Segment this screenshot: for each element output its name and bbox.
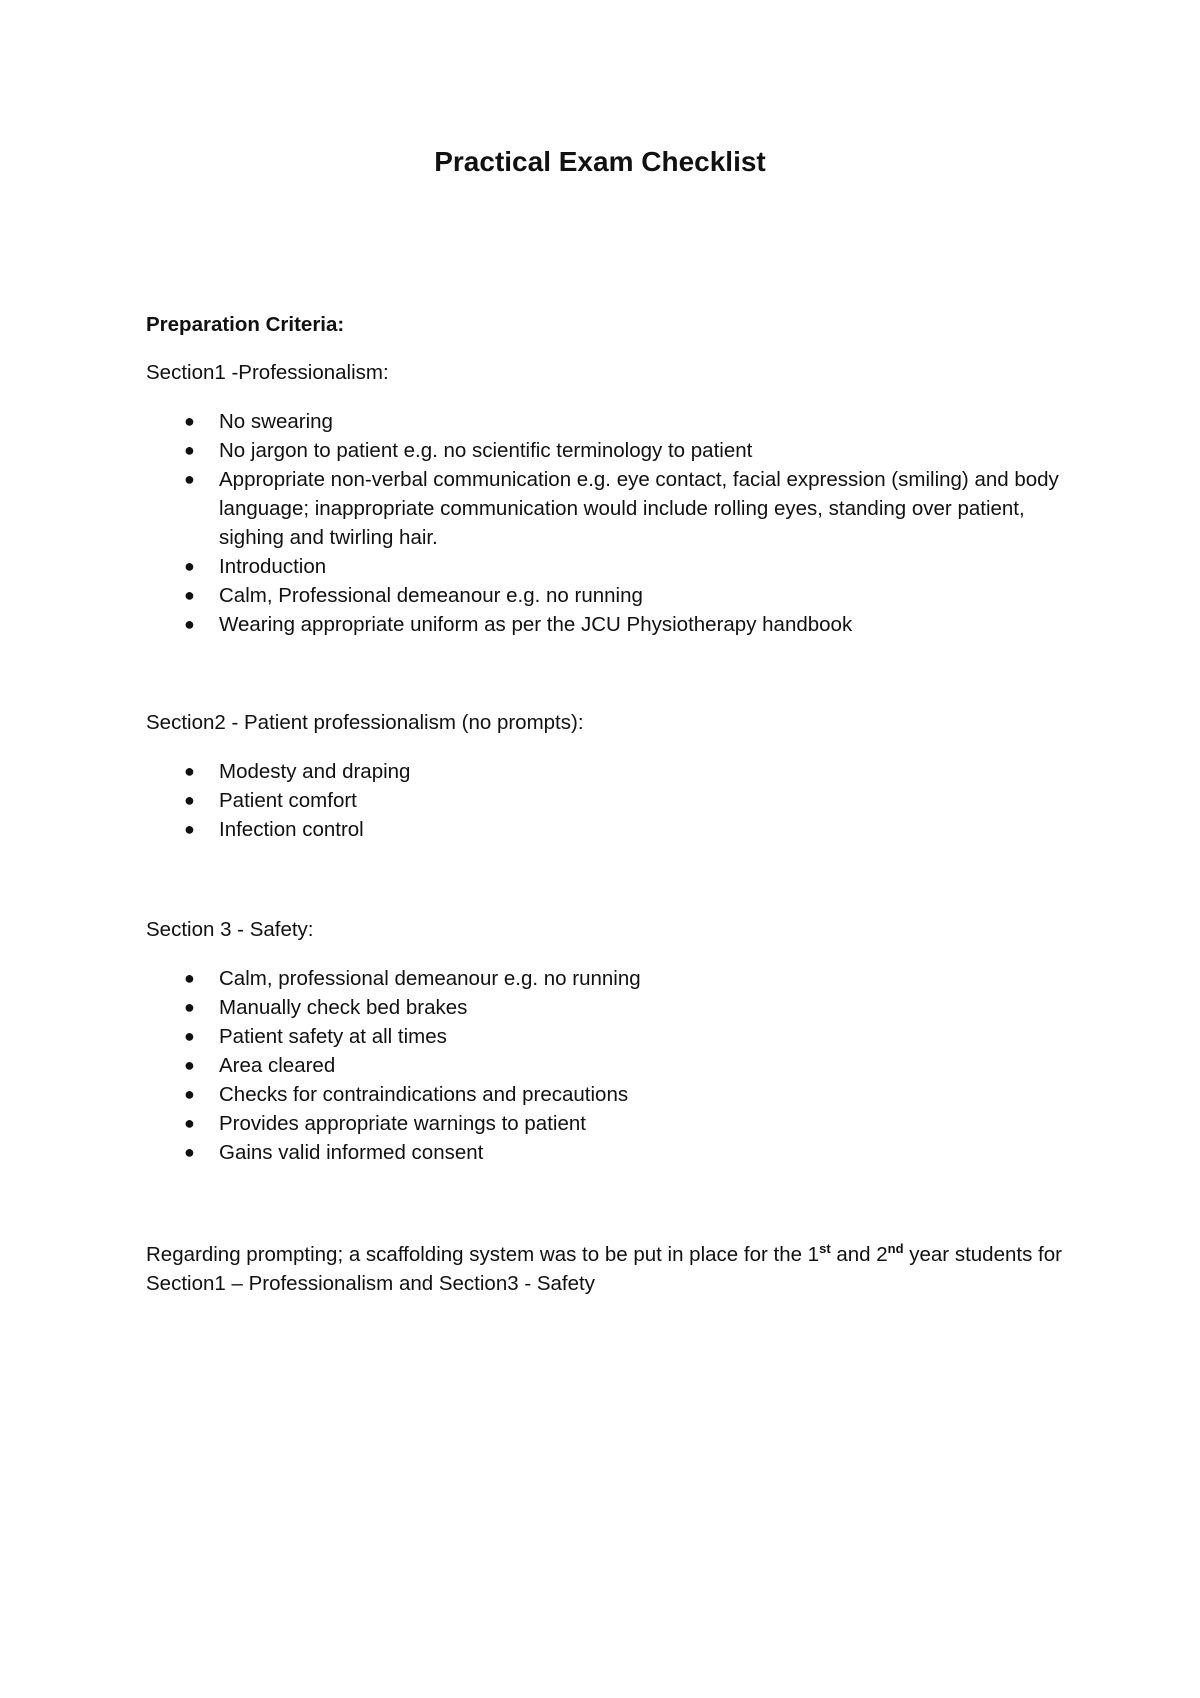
list-item-text: Appropriate non-verbal communication e.g. eye contact, facial expression (smiling) and body language; inappropriate communication would include rolling eyes, standing over patient, sighing and twirling hair. [219,468,1059,549]
list-item-text: Gains valid informed consent [219,1141,484,1164]
bullet-icon: ● [184,1113,195,1133]
list-item-text: Infection control [219,818,364,841]
list-item [184,815,1066,844]
criteria-list [146,407,1066,639]
bullet-icon: ● [184,585,195,605]
bullet-icon: ● [184,819,195,839]
ordinal-suffix: st [819,1241,831,1257]
list-item-text: No jargon to patient e.g. no scientific terminology to patient [219,439,753,462]
list-item-text: Modesty and draping [219,760,411,783]
list-item-text: Introduction [219,555,327,578]
spacer [146,844,1066,915]
criteria-list [146,964,1066,1167]
bullet-icon: ● [184,469,195,489]
bullet-icon: ● [184,1142,195,1162]
section-title: Section2 - Patient professionalism (no prompts): [146,711,584,734]
section-professionalism [146,358,1066,639]
bullet-icon: ● [184,1084,195,1104]
bullet-icon: ● [184,1055,195,1075]
list-item-text: Manually check bed brakes [219,996,468,1019]
list-item [184,465,1066,552]
list-item [184,757,1066,786]
list-item [184,964,1066,993]
list-item [184,1080,1066,1109]
list-item-text: Wearing appropriate uniform as per the JCU Physiotherapy handbook [219,613,853,636]
list-item-text: Calm, Professional demeanour e.g. no running [219,584,643,607]
spacer [146,639,1066,708]
note-text: year students for Section1 – Professionalism and Section3 - Safety [146,1243,1062,1295]
bullet-icon: ● [184,968,195,988]
list-item-text: Patient safety at all times [219,1025,447,1048]
note-text: and 2 [830,1243,888,1266]
list-item [184,436,1066,465]
list-item [184,1109,1066,1138]
bullet-icon: ● [184,1026,195,1046]
list-item-text: Area cleared [219,1054,336,1077]
list-item [184,581,1066,610]
list-item-text: No swearing [219,410,333,433]
bullet-icon: ● [184,761,195,781]
list-item [184,786,1066,815]
section-safety [146,915,1066,1167]
bullet-icon: ● [184,790,195,810]
criteria-list [146,757,1066,844]
section-title: Section 3 - Safety: [146,918,314,941]
ordinal-suffix: nd [887,1241,904,1257]
section-title: Section1 -Professionalism: [146,361,389,384]
list-item-text: Patient comfort [219,789,357,812]
bullet-icon: ● [184,997,195,1017]
preparation-criteria-heading: Preparation Criteria: [146,313,345,336]
bullet-icon: ● [184,614,195,634]
page-title: Practical Exam Checklist [434,146,766,177]
list-item [184,407,1066,436]
section-patient-professionalism [146,708,1066,844]
list-item [184,993,1066,1022]
bullet-icon: ● [184,440,195,460]
document-body [146,310,1066,1298]
list-item [184,1022,1066,1051]
list-item [184,1051,1066,1080]
list-item [184,552,1066,581]
list-item [184,1138,1066,1167]
bullet-icon: ● [184,411,195,431]
list-item-text: Provides appropriate warnings to patient [219,1112,586,1135]
bullet-icon: ● [184,556,195,576]
list-item-text: Calm, professional demeanour e.g. no running [219,967,641,990]
list-item [184,610,1066,639]
spacer [146,1167,1066,1240]
note-text: Regarding prompting; a scaffolding system was to be put in place for the 1 [146,1243,820,1266]
prompting-note [146,1240,1066,1298]
list-item-text: Checks for contraindications and precautions [219,1083,629,1106]
